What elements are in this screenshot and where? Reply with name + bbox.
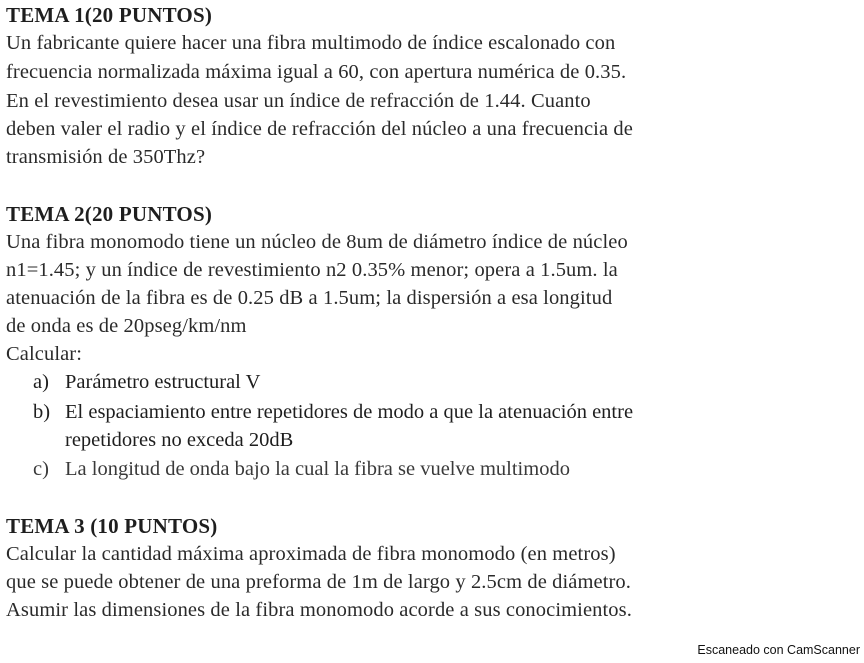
- tema2-line-3: atenuación de la fibra es de 0.25 dB a 1.5um; la dispersión a esa longitud: [6, 287, 613, 309]
- tema2-line-2: n1=1.45; y un índice de revestimiento n2 0.35% menor; opera a 1.5um. la: [6, 259, 618, 281]
- tema2-item-a-label: a): [33, 371, 49, 393]
- tema2-line-4: de onda es de 20pseg/km/nm: [6, 315, 247, 337]
- tema2-calcular: Calcular:: [6, 343, 83, 365]
- camscanner-watermark: Escaneado con CamScanner: [697, 643, 860, 657]
- tema2-line-1: Una fibra monomodo tiene un núcleo de 8um de diámetro índice de núcleo: [6, 231, 628, 253]
- tema2-item-b-text-2: repetidores no exceda 20dB: [65, 429, 294, 451]
- tema1-line-5: transmisión de 350Thz?: [6, 146, 206, 168]
- tema1-line-2: frecuencia normalizada máxima igual a 60, con apertura numérica de 0.35.: [6, 61, 627, 83]
- tema3-line-1: Calcular la cantidad máxima aproximada de fibra monomodo (en metros): [6, 543, 616, 565]
- tema1-line-3: En el revestimiento desea usar un índice de refracción de 1.44. Cuanto: [6, 90, 591, 112]
- tema2-heading: TEMA 2(20 PUNTOS): [6, 202, 213, 226]
- tema2-item-c-text: La longitud de onda bajo la cual la fibra se vuelve multimodo: [65, 458, 570, 480]
- tema2-item-a-text: Parámetro estructural V: [65, 371, 261, 393]
- tema1-line-1: Un fabricante quiere hacer una fibra multimodo de índice escalonado con: [6, 32, 616, 54]
- tema1-line-4: deben valer el radio y el índice de refracción del núcleo a una frecuencia de: [6, 118, 633, 140]
- tema3-line-2: que se puede obtener de una preforma de 1m de largo y 2.5cm de diámetro.: [6, 571, 632, 593]
- tema2-item-b-text-1: El espaciamiento entre repetidores de modo a que la atenuación entre: [65, 401, 634, 423]
- tema3-heading: TEMA 3 (10 PUNTOS): [6, 514, 218, 538]
- tema1-heading: TEMA 1(20 PUNTOS): [6, 3, 213, 27]
- tema3-line-3: Asumir las dimensiones de la fibra monomodo acorde a sus conocimientos.: [6, 599, 632, 621]
- tema2-item-b-label: b): [33, 401, 51, 423]
- tema2-item-c-label: c): [33, 458, 49, 480]
